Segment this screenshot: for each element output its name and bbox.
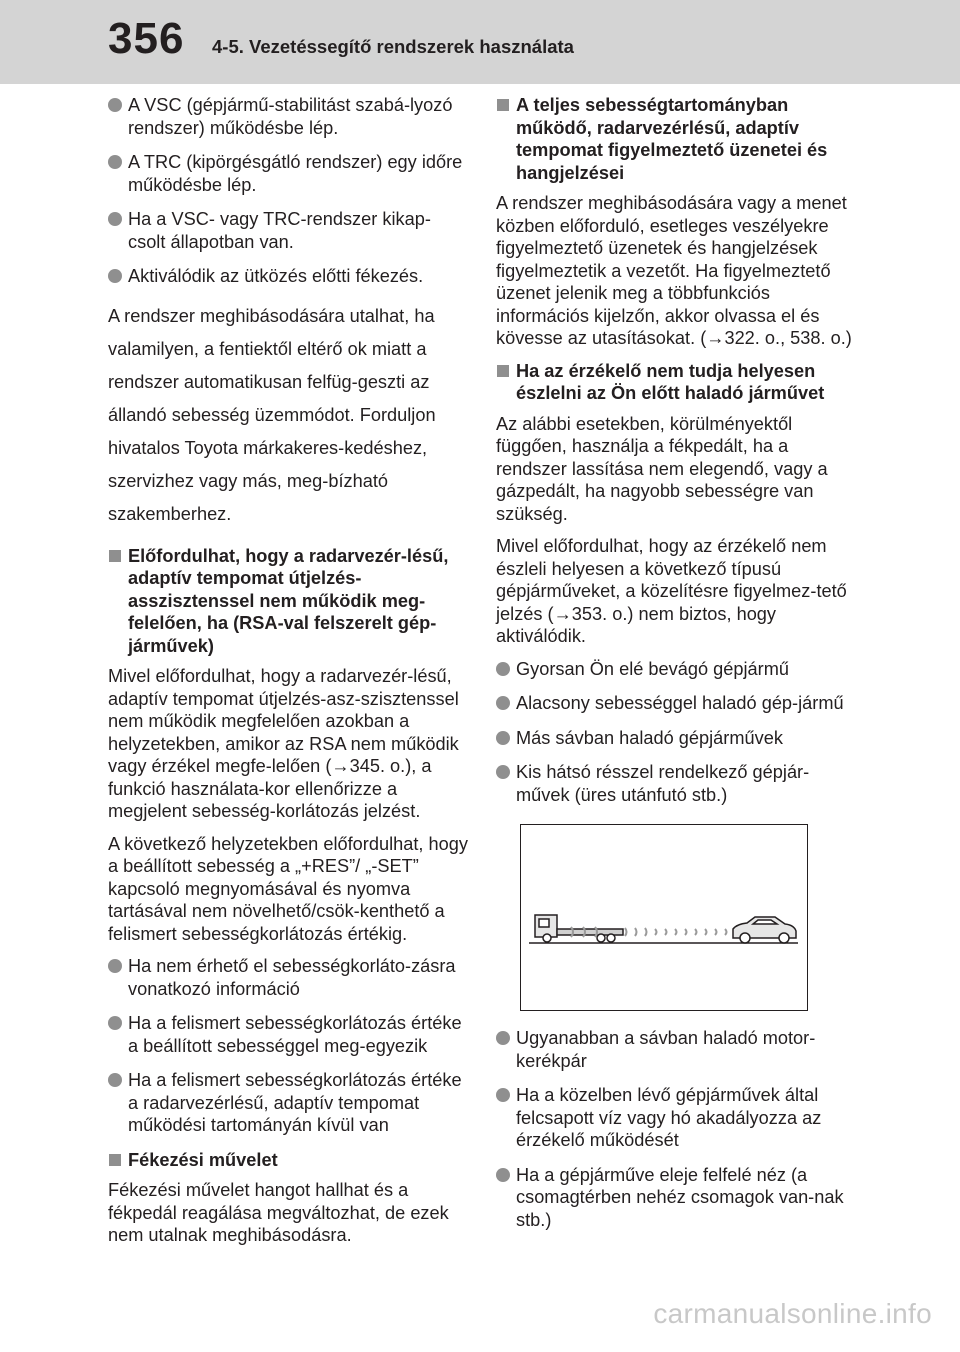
paragraph-malfunction: A rendszer meghibásodására utalhat, ha valamilyen, a fentiektől eltérő ok miatt a rendszer automatikusan felfüg-geszti az állandó sebesség üzemmódot. Forduljon hivatalos Toyota márkakeres-kedéshez, szervizhez vagy más, meg-bízható szakemberhez. <box>108 305 436 524</box>
list-item: Kis hátsó résszel rendelkező gépjár-művek (üres utánfutó stb.) <box>496 761 856 806</box>
list-item: Ha nem érhető el sebességkorláto-zásra vonatkozó információ <box>108 955 468 1000</box>
truck-trailer-radar-illustration <box>521 825 806 1009</box>
list-item: A VSC (gépjármű-stabilitást szabá-lyozó rendszer) működésbe lép. <box>108 94 468 139</box>
watermark: carmanualsonline.info <box>653 1298 932 1329</box>
paragraph-sensor-2: Mivel előfordulhat, hogy az érzékelő nem észleli helyesen a következő típusú gépjárműveket, a közelítésre figyelmez-tető jelzés (→353. o.) nem biztos, hogy aktiválódik. <box>496 536 847 646</box>
paragraph-rsa-1: Mivel előfordulhat, hogy a radarvezér-lésű, adaptív tempomat útjelzés-asz-szisztenssel nem működik megfelelően azokban a helyzetekben, amikor az RSA nem működik vagy érzékel megfe-lelően (→345. o.), a funkció használata-kor ellenőrizze a megjelent sebesség-korlátozás jelzést. <box>108 666 459 821</box>
trailer-illustration <box>520 824 808 1011</box>
heading-sensor: Ha az érzékelő nem tudja helyesen észlelni az Ön előtt haladó járművet <box>496 360 856 405</box>
list-item: A TRC (kipörgésgátló rendszer) egy időre működésbe lép. <box>108 151 468 196</box>
list-item: Aktiválódik az ütközés előtti fékezés. <box>108 265 468 288</box>
heading-rsa: Előfordulhat, hogy a radarvezér-lésű, adaptív tempomat útjelzés-asszisztenssel nem működik meg-felelően, ha (RSA-val felszerelt gép-járművek) <box>108 545 468 658</box>
section-title: 4-5. Vezetéssegítő rendszerek használata <box>212 36 574 57</box>
truck-icon <box>535 915 623 942</box>
page-header <box>0 0 960 84</box>
paragraph-rsa-2: A következő helyzetekben előfordulhat, hogy a beállított sebesség a „+RES”/ „-SET” kapcsoló megnyomásával és nyomva tartásával nem növelhető/csök-kenthető a felismert sebességkorlátozás értékig. <box>108 833 468 944</box>
paragraph-sensor-1: Az alábbi esetekben, körülményektől függően, használja a fékpedált, ha a rendszer lassítása nem elegendő, vagy a gázpedált, ha nagyobb sebességre van szükség. <box>496 413 828 524</box>
list-item: Ha a közelben lévő gépjárművek által felcsapott víz vagy hó akadályozza az érzékelő működését <box>496 1084 856 1152</box>
list-item: Alacsony sebességgel haladó gép-jármű <box>496 692 856 715</box>
list-item: Ugyanabban a sávban haladó motor-kerékpár <box>496 1027 856 1072</box>
heading-warnings: A teljes sebességtartományban működő, radarvezérlésű, adaptív tempomat figyelmeztető üzenetei és hangjelzései <box>496 94 856 184</box>
list-item: Gyorsan Ön elé bevágó gépjármű <box>496 658 856 681</box>
list-item: Ha a felismert sebességkorlátozás értéke a beállított sebességgel meg-egyezik <box>108 1012 468 1057</box>
car-icon <box>733 917 796 943</box>
paragraph-braking: Fékezési művelet hangot hallhat és a fékpedál reagálása megváltozhat, de ezek nem utalnak meghibásodásra. <box>108 1180 449 1245</box>
paragraph-warnings: A rendszer meghibásodására vagy a menet közben előforduló, esetleges veszélyekre figyelmeztető üzenetek és hangjelzések figyelmeztetik a vezetőt. Ha figyelmeztető üzenet jelenik meg a többfunkciós információs kijelzőn, akkor olvassa el és kövesse az utasításokat. (→322. o., 538. o.) <box>496 193 852 348</box>
list-item: Ha a felismert sebességkorlátozás értéke a radarvezérlésű, adaptív tempomat működési tartományán kívül van <box>108 1069 468 1137</box>
list-item: Ha a gépjárműve eleje felfelé néz (a csomagtérben nehéz csomagok van-nak stb.) <box>496 1164 856 1232</box>
heading-braking: Fékezési művelet <box>108 1149 468 1172</box>
right-column <box>496 94 856 1243</box>
page-number: 356 <box>108 14 185 63</box>
left-column <box>108 94 468 1257</box>
list-item: Ha a VSC- vagy TRC-rendszer kikap-csolt állapotban van. <box>108 208 468 253</box>
list-item: Más sávban haladó gépjárművek <box>496 727 856 750</box>
